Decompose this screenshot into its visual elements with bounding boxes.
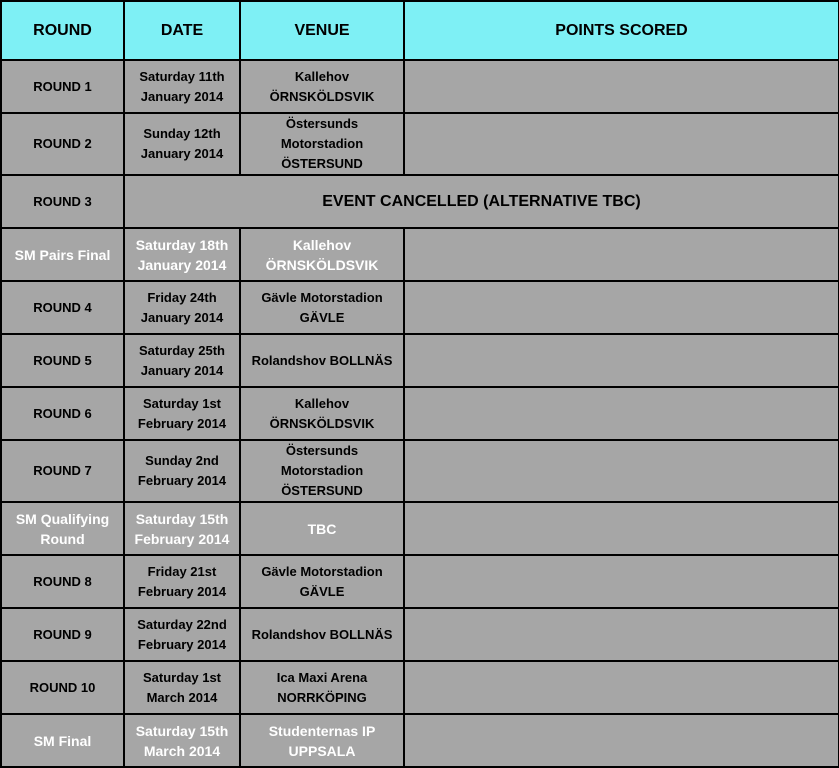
- venue-cell: [240, 608, 404, 661]
- date-line: Sunday 12th: [143, 126, 221, 141]
- round-cell: ROUND 4: [1, 281, 124, 334]
- date-line: February 2014: [137, 636, 227, 652]
- venue-cell: [240, 60, 404, 113]
- date-line: Saturday 18th: [135, 236, 229, 253]
- venue-line: Östersunds Motorstadion: [280, 116, 364, 151]
- table-row: [1, 113, 839, 175]
- venue-cell: [240, 661, 404, 714]
- round-cell: ROUND 1: [1, 60, 124, 113]
- date-cell: [124, 440, 240, 502]
- points-cell[interactable]: [404, 228, 839, 281]
- points-cell[interactable]: [404, 502, 839, 555]
- date-cell: [124, 228, 240, 281]
- header-date: DATE: [124, 1, 240, 60]
- date-cell: [124, 334, 240, 387]
- venue-cell: [240, 281, 404, 334]
- points-cell[interactable]: [404, 281, 839, 334]
- venue-line: Kallehov ÖRNSKÖLDSVIK: [269, 68, 375, 104]
- venue-line: Rolandshov BOLLNÄS: [251, 352, 393, 368]
- points-cell[interactable]: [404, 661, 839, 714]
- points-cell[interactable]: [404, 608, 839, 661]
- header-venue: VENUE: [240, 1, 404, 60]
- venue-line: Studenternas IP: [268, 722, 376, 739]
- table-row: [1, 555, 839, 608]
- round-line: Round: [40, 530, 85, 547]
- header-points-scored: POINTS SCORED: [404, 1, 839, 60]
- table-row: [1, 334, 839, 387]
- date-cell: [124, 387, 240, 440]
- points-cell[interactable]: [404, 555, 839, 608]
- round-cell: ROUND 9: [1, 608, 124, 661]
- table-row: [1, 502, 839, 555]
- date-line: Saturday 11th: [139, 68, 225, 84]
- event-cancelled-cell: EVENT CANCELLED (ALTERNATIVE TBC): [124, 175, 839, 228]
- venue-line: Ica Maxi Arena: [276, 669, 368, 685]
- points-cell[interactable]: [404, 440, 839, 502]
- date-line: February 2014: [134, 530, 230, 547]
- round-cell: ROUND 8: [1, 555, 124, 608]
- date-cell: [124, 60, 240, 113]
- venue-cell: [240, 440, 404, 502]
- venue-cell: [240, 387, 404, 440]
- venue-line: UPPSALA: [288, 742, 356, 759]
- venue-line: ÖSTERSUND: [281, 156, 363, 171]
- date-cell: [124, 608, 240, 661]
- date-line: January 2014: [140, 362, 224, 378]
- date-line: Saturday 22nd: [137, 616, 227, 632]
- venue-line: Kallehov: [292, 236, 352, 253]
- venue-cell: [240, 228, 404, 281]
- round-cell: SM Final: [1, 714, 124, 767]
- date-line: March 2014: [146, 689, 218, 705]
- table-row: [1, 281, 839, 334]
- date-line: Saturday 1st: [142, 669, 222, 685]
- venue-line: ÖRNSKÖLDSVIK: [265, 256, 379, 273]
- venue-line: GÄVLE: [299, 583, 345, 599]
- date-line: Friday 21st: [147, 563, 217, 579]
- venue-line: Gävle Motorstadion: [261, 289, 383, 305]
- round-cell: ROUND 6: [1, 387, 124, 440]
- table-row: [1, 608, 839, 661]
- header-row: [1, 1, 839, 60]
- round-cell: ROUND 10: [1, 661, 124, 714]
- date-line: February 2014: [137, 473, 227, 488]
- date-cell: [124, 113, 240, 175]
- date-line: March 2014: [143, 742, 221, 759]
- table-row: [1, 60, 839, 113]
- venue-line: TBC: [307, 520, 337, 537]
- table-row: [1, 228, 839, 281]
- points-cell[interactable]: [404, 60, 839, 113]
- table-row: [1, 175, 839, 228]
- date-line: Saturday 25th: [139, 342, 225, 358]
- round-line: SM Qualifying: [15, 510, 110, 527]
- date-line: February 2014: [137, 415, 227, 431]
- date-line: January 2014: [140, 309, 224, 325]
- venue-line: NORRKÖPING: [277, 689, 367, 705]
- table-row: [1, 661, 839, 714]
- header-round: ROUND: [1, 1, 124, 60]
- table-row: [1, 387, 839, 440]
- round-cell: ROUND 3: [1, 175, 124, 228]
- date-line: Saturday 1st: [142, 395, 222, 411]
- date-cell: [124, 281, 240, 334]
- date-line: Saturday 15th: [135, 510, 229, 527]
- date-cell: [124, 555, 240, 608]
- date-line: February 2014: [137, 583, 227, 599]
- venue-cell: [240, 714, 404, 767]
- points-cell[interactable]: [404, 387, 839, 440]
- venue-cell: [240, 113, 404, 175]
- venue-line: GÄVLE: [299, 309, 345, 325]
- date-line: January 2014: [137, 256, 227, 273]
- date-cell: [124, 502, 240, 555]
- date-line: Friday 24th: [147, 289, 217, 305]
- date-line: Sunday 2nd: [145, 453, 219, 468]
- round-cell: ROUND 7: [1, 440, 124, 502]
- round-cell: ROUND 2: [1, 113, 124, 175]
- points-cell[interactable]: [404, 113, 839, 175]
- venue-cell: [240, 555, 404, 608]
- venue-line: Kallehov ÖRNSKÖLDSVIK: [269, 395, 375, 431]
- venue-line: Gävle Motorstadion: [261, 563, 383, 579]
- table-row: [1, 714, 839, 767]
- date-line: January 2014: [140, 88, 224, 104]
- points-cell[interactable]: [404, 714, 839, 767]
- date-line: Saturday 15th: [135, 722, 229, 739]
- points-cell[interactable]: [404, 334, 839, 387]
- round-cell: ROUND 5: [1, 334, 124, 387]
- round-cell: [1, 502, 124, 555]
- venue-cell: [240, 334, 404, 387]
- venue-line: Östersunds Motorstadion: [280, 443, 364, 478]
- date-cell: [124, 714, 240, 767]
- venue-line: Rolandshov BOLLNÄS: [251, 626, 393, 642]
- date-line: January 2014: [140, 146, 224, 161]
- table-row: [1, 440, 839, 502]
- venue-cell: [240, 502, 404, 555]
- round-cell: SM Pairs Final: [1, 228, 124, 281]
- date-cell: [124, 661, 240, 714]
- venue-line: ÖSTERSUND: [281, 483, 363, 498]
